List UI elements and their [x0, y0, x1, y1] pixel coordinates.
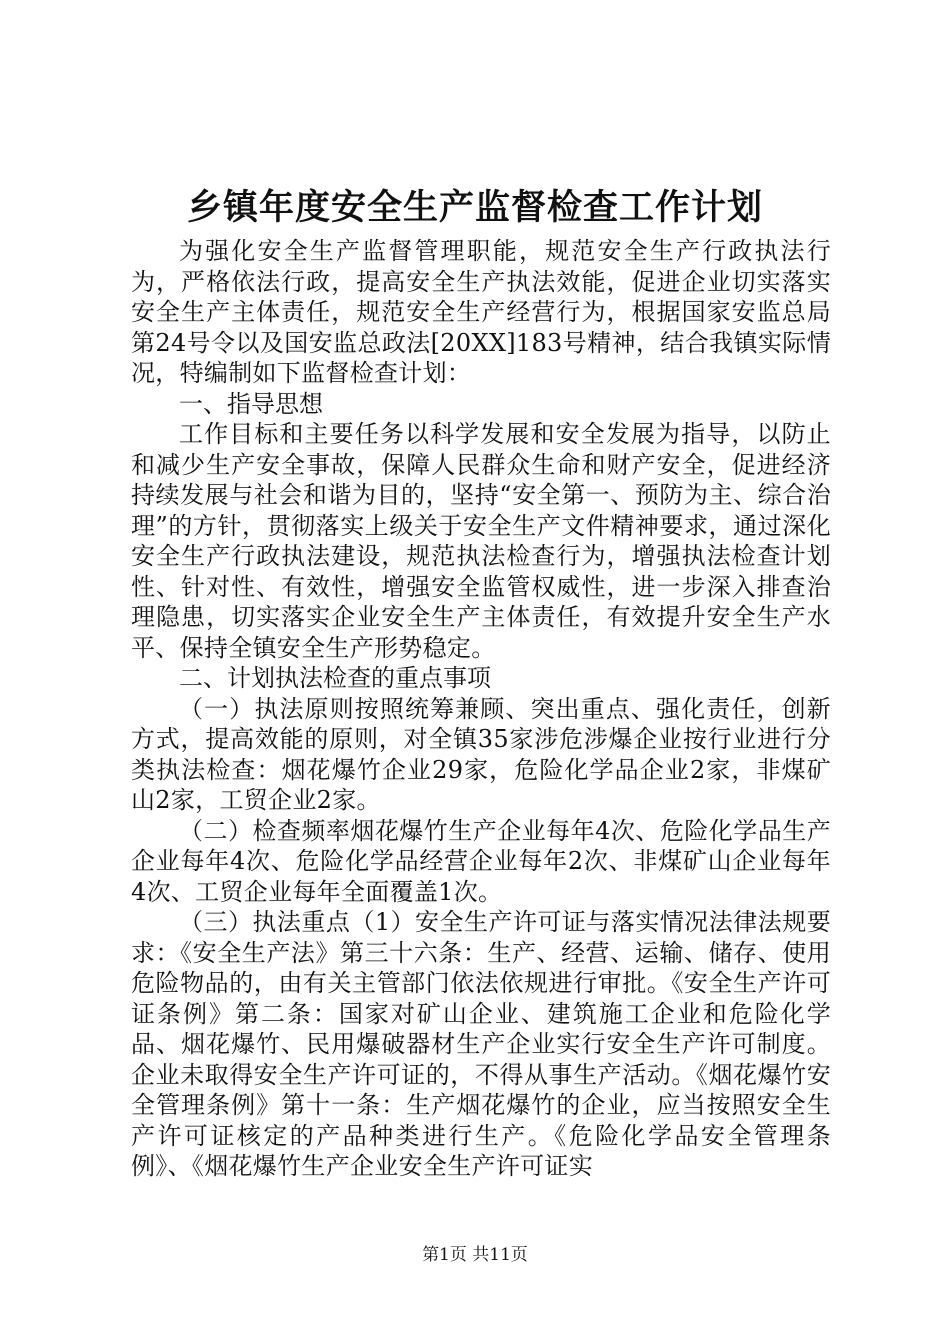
- inspection-frequency-paragraph: （二）检查频率烟花爆竹生产企业每年4次、危险化学品生产企业每年4次、危险化学品经营企业每年2次、非煤矿山企业每年4次、工贸企业每年全面覆盖1次。: [131, 816, 831, 906]
- guiding-ideology-paragraph: 工作目标和主要任务以科学发展和安全发展为指导，以防止和减少生产安全事故，保障人民群众生命和财产安全，促进经济持续发展与社会和谐为目的，坚持“安全第一、预防为主、综合治理”的方针，贯彻落实上级关于安全生产文件精神要求，通过深化安全生产行政执法建设，规范执法检查行为，增强执法检查计划性、针对性、有效性，增强安全监管权威性，进一步深入排查治理隐患，切实落实企业安全生产主体责任，有效提升安全生产水平、保持全镇安全生产形势稳定。: [131, 420, 831, 662]
- section-heading-key-items: 二、计划执法检查的重点事项: [179, 664, 491, 692]
- document-title: 乡镇年度安全生产监督检查工作计划: [186, 187, 763, 228]
- intro-paragraph: 为强化安全生产监督管理职能，规范安全生产行政执法行为，严格依法行政，提高安全生产执法效能，促进企业切实落实安全生产主体责任，规范安全生产经营行为，根据国家安监总局第24号令以及国安监总政法[20XX]183号精神，结合我镇实际情况，特编制如下监督检查计划：: [131, 237, 831, 387]
- document-body: [131, 236, 831, 1182]
- page-number-footer: 第1页 共11页: [422, 1245, 528, 1265]
- section-heading-guiding-ideology: 一、指导思想: [179, 389, 323, 418]
- enforcement-focus-paragraph: （三）执法重点（1）安全生产许可证与落实情况法律法规要求：《安全生产法》第三十六条：生产、经营、运输、储存、使用危险物品的，由有关主管部门依法依规进行审批。《安全生产许可证条例》第二条：国家对矿山企业、建筑施工企业和危险化学品、烟花爆竹、民用爆破器材生产企业实行安全生产许可制度。企业未取得安全生产许可证的，不得从事生产活动。《烟花爆竹安全管理条例》第十一条：生产烟花爆竹的企业，应当按照安全生产许可证核定的产品种类进行生产。《危险化学品安全管理条例》、《烟花爆竹生产企业安全生产许可证实: [131, 908, 831, 1180]
- enforcement-principle-paragraph: （一）执法原则按照统筹兼顾、突出重点、强化责任，创新方式，提高效能的原则，对全镇35家涉危涉爆企业按行业进行分类执法检查：烟花爆竹企业29家，危险化学品企业2家，非煤矿山2家，工贸企业2家。: [131, 694, 831, 814]
